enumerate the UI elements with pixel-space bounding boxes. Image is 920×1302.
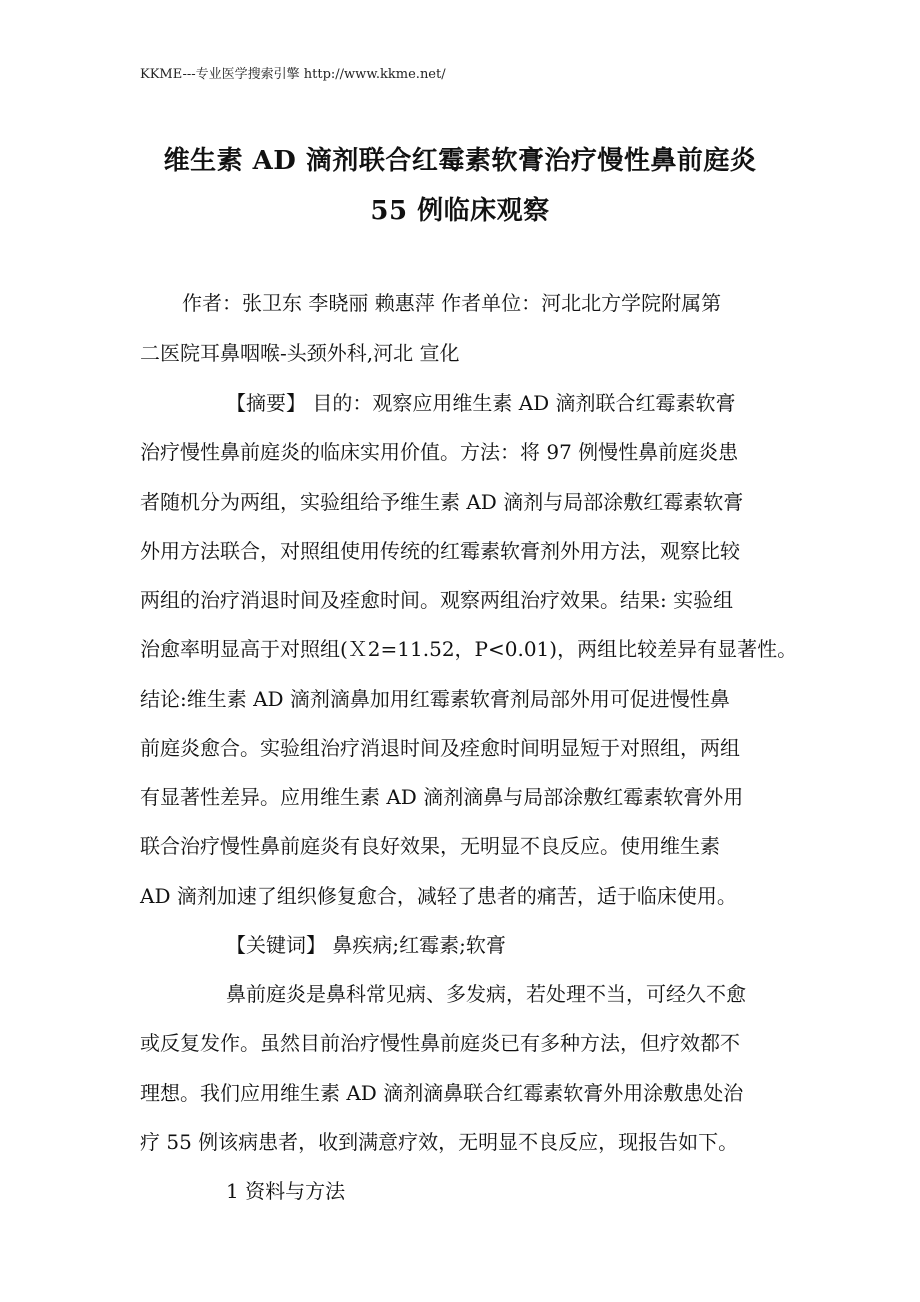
abstract-line: 者随机分为两组，实验组给予维生素 AD 滴剂与局部涂敷红霉素软膏 xyxy=(140,490,744,514)
abstract-line: 治愈率明显高于对照组(Ｘ2=11.52，P<0.01)，两组比较差异有显著性。 xyxy=(140,637,798,661)
authors-line-2: 二医院耳鼻咽喉-头颈外科,河北 宣化 xyxy=(140,341,460,365)
abstract-line: 前庭炎愈合。实验组治疗消退时间及痊愈时间明显短于对照组，两组 xyxy=(140,736,740,760)
abstract-line: 治疗慢性鼻前庭炎的临床实用价值。方法：将 97 例慢性鼻前庭炎患 xyxy=(140,440,739,464)
article-title-line-1: 维生素 AD 滴剂联合红霉素软膏治疗慢性鼻前庭炎 xyxy=(163,146,757,176)
abstract-line: AD 滴剂加速了组织修复愈合，减轻了患者的痛苦，适于临床使用。 xyxy=(140,884,737,908)
abstract-line: 联合治疗慢性鼻前庭炎有良好效果，无明显不良反应。使用维生素 xyxy=(140,834,720,858)
section-heading: 1 资料与方法 xyxy=(226,1179,346,1203)
keywords-line: 【关键词】 鼻疾病;红霉素;软膏 xyxy=(226,933,506,957)
authors-line-1: 作者：张卫东 李晓丽 赖惠萍 作者单位：河北北方学院附属第 xyxy=(182,291,722,315)
body-paragraph-line: 理想。我们应用维生素 AD 滴剂滴鼻联合红霉素软膏外用涂敷患处治 xyxy=(140,1081,744,1105)
page-header: KKME---专业医学搜索引擎 http://www.kkme.net/ xyxy=(140,67,446,82)
body-paragraph-line: 鼻前庭炎是鼻科常见病、多发病，若处理不当，可经久不愈 xyxy=(226,982,746,1006)
abstract-line: 结论:维生素 AD 滴剂滴鼻加用红霉素软膏剂局部外用可促进慢性鼻 xyxy=(140,687,730,711)
body-paragraph-line: 或反复发作。虽然目前治疗慢性鼻前庭炎已有多种方法，但疗效都不 xyxy=(140,1031,740,1055)
abstract-line: 外用方法联合，对照组使用传统的红霉素软膏剂外用方法，观察比较 xyxy=(140,539,740,563)
abstract-line: 有显著性差异。应用维生素 AD 滴剂滴鼻与局部涂敷红霉素软膏外用 xyxy=(140,785,744,809)
body-paragraph-line: 疗 55 例该病患者，收到满意疗效，无明显不良反应，现报告如下。 xyxy=(140,1130,739,1154)
abstract-line: 两组的治疗消退时间及痊愈时间。观察两组治疗效果。结果: 实验组 xyxy=(140,588,734,612)
abstract-line: 【摘要】 目的：观察应用维生素 AD 滴剂联合红霉素软膏 xyxy=(226,391,736,415)
article-title-line-2: 55 例临床观察 xyxy=(370,196,550,226)
